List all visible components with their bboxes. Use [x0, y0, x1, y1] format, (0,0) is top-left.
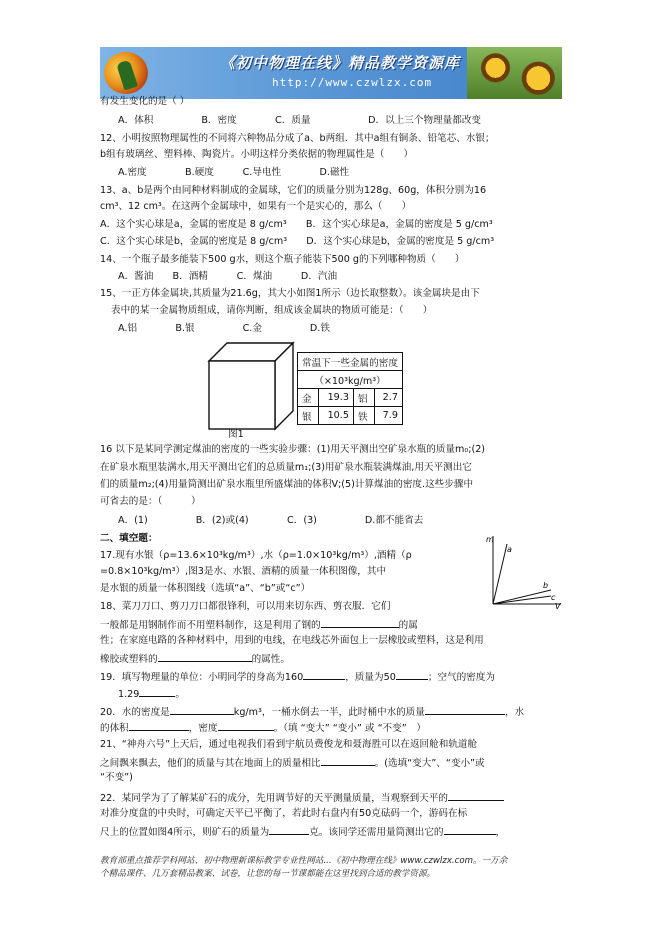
answer-blank[interactable]: [321, 755, 375, 766]
answer-blank[interactable]: [158, 651, 252, 662]
q18-text-4: 橡胶或塑料的 的属性。: [100, 651, 290, 667]
answer-blank[interactable]: [321, 617, 399, 628]
q21-text: 21、“神舟六号”上天后，通过电视我们看到宇航员费俊龙和聂海胜可以在返回舱和轨道舱: [100, 739, 478, 750]
q15-options: A.铝 B.银 C.金 D.铁: [118, 323, 330, 334]
q18-text-2: 一般都是用钢制作而不用塑料制作，这是利用了钢的 的属: [100, 617, 418, 633]
metal-density: 19.3: [319, 389, 354, 407]
answer-blank[interactable]: [139, 686, 175, 697]
answer-blank[interactable]: [218, 720, 274, 731]
metal-name: 铝: [353, 389, 374, 407]
q13-text: 13、a、b是两个由同种材料制成的金属球，它们的质量分别为128g、60g，体积分别为16: [100, 185, 487, 196]
metal-name: 铁: [353, 407, 374, 425]
q14-text: 14、一个瓶子最多能装下500 g水，则这个瓶子能装下500 g的下列哪种物质（ ）: [100, 254, 465, 265]
line-c-label: c: [551, 593, 556, 602]
footer-line: 教育部重点推荐学科网站、初中物理新课标教学专业性网站...《初中物理在线》www.czwlzx.com。一万余: [100, 856, 508, 866]
q16-text-2: 在矿泉水瓶里装满水,用天平测出它们的总质量m₁;(3)用矿泉水瓶装满煤油,用天平测出它: [100, 462, 472, 473]
answer-blank[interactable]: [129, 720, 189, 731]
q15-text: 15、一正方体金属块,其质量为21.6g，其大小如图1所示（边长取整数）。该金属块是由下: [100, 288, 480, 299]
header-banner: [100, 47, 562, 99]
cube-figure: [207, 341, 295, 433]
q17-text-2: =0.8×10³kg/m³）,图3是水、水银、酒精的质量一体积图像，其中: [100, 566, 387, 577]
q22-text-2: 对准分度盘的中央时，可确定天平已平衡了，若此时右盘内有50克砝码一个，游码在标: [100, 808, 468, 819]
q12-text-2: b组有玻璃丝、塑料棒、陶瓷片。小明这样分类依据的物理属性是（ ）: [100, 149, 414, 160]
q21-text-3: “不变”): [100, 772, 133, 783]
q16-options: A．(1) B．(2)或(4) C．(3) D.都不能省去: [118, 515, 424, 526]
answer-blank[interactable]: [396, 669, 428, 680]
q22-text: 22．某同学为了了解某矿石的成分，先用调节好的天平测量质量，当观察到天平的: [100, 790, 504, 806]
mass-volume-graph: [483, 530, 563, 610]
q13-text-2: cm³、12 cm³。在这两个金属球中，如果有一个是实心的，那么（ ）: [100, 201, 412, 212]
footer-line: 个精品课件、几万套精品教案、试卷，让您的每一节课都能在这里找到合适的教学资源。: [100, 869, 436, 879]
q13-options-ab: A．这个实心球是a，金属的密度是 8 g/cm³ B．这个实心球是a，金属的密度是 5 g/cm³: [100, 219, 493, 230]
q16-text-4: 可省去的是：（ ）: [100, 496, 201, 507]
q12-options: A.密度 B.硬度 C.导电性 D.磁性: [118, 167, 350, 178]
q19-text: 19．填写物理量的单位：小明同学的身高为160 ，质量为50 ；空气的密度为: [100, 669, 495, 685]
table-unit: （×10³kg/m³）: [298, 371, 403, 389]
table-row: [298, 389, 403, 407]
section-heading: 二、填空题：: [100, 533, 158, 544]
q20-text-2: 的体积 ，密度 。（填 “变大” “变小” 或 “不变” ）: [100, 720, 426, 736]
answer-blank[interactable]: [425, 704, 505, 715]
q16-text: 16 以下是某同学测定煤油的密度的一些实验步骤：(1)用天平测出空矿泉水瓶的质量m₀;(2): [100, 444, 486, 455]
q14-options: A．酱油 B．酒精 C．煤油 D．汽油: [118, 271, 338, 282]
metal-density-table: [297, 352, 403, 425]
metal-density: 10.5: [319, 407, 354, 425]
q17-text: 17.现有水银（ρ=13.6×10³kg/m³）,水（ρ=1.0×10³kg/m³）,酒精（ρ: [100, 550, 412, 561]
q13-options-cd: C．这个实心球是b，金属的密度是 8 g/cm³ D．这个实心球是b，金属的密度是 5 g/cm³: [100, 236, 495, 247]
page-footer: [100, 855, 562, 881]
figure1-caption: 图1: [228, 429, 244, 440]
q18-text: 18、菜刀刀口、剪刀刀口都很锋利，可以用来切东西、剪衣服．它们: [100, 601, 391, 612]
metal-name: 银: [298, 407, 319, 425]
q18-text-3: 性；在家庭电路的各种材料中，用到的电线，在电线芯外面包上一层橡胶或塑料，这是利用: [100, 635, 484, 646]
answer-blank[interactable]: [170, 704, 234, 715]
answer-blank[interactable]: [269, 824, 309, 835]
answer-blank[interactable]: [303, 669, 345, 680]
q11-tail: 有发生变化的是（ ）: [100, 96, 190, 107]
table-row: [298, 407, 403, 425]
q16-text-3: 们的质量m₂;(4)用量筒测出矿泉水瓶里所盛煤油的体积V;(5)计算煤油的密度.这些步骤中: [100, 479, 474, 490]
q22-text-3: 尺上的位置如图4所示，则矿石的质量为 克。该同学还需用量筒测出它的 ，: [100, 824, 505, 840]
q21-text-2: 之间飘来飘去，他们的质量与其在地面上的质量相比 。(选填“变大”、“变小”或: [100, 755, 485, 771]
site-url[interactable]: http://www.czwlzx.com: [272, 76, 433, 89]
q11-options: A．体积 B．密度 C．质量 D．以上三个物理量都改变: [118, 115, 482, 126]
line-b-label: b: [543, 581, 549, 590]
metal-name: 金: [298, 389, 319, 407]
metal-density: 7.9: [375, 407, 403, 425]
axis-x-label: V: [555, 602, 561, 610]
site-title: 《初中物理在线》精品教学资源库: [220, 54, 461, 72]
answer-blank[interactable]: [444, 824, 496, 835]
q17-text-3: 是水银的质量一体积图线（选填“a”、“b”或“c”）: [100, 583, 311, 594]
answer-blank[interactable]: [448, 790, 504, 801]
metal-density: 2.7: [375, 389, 403, 407]
sunflower-decoration: [467, 47, 562, 99]
q12-text: 12、小明按照物理属性的不同将六种物品分成了a、b两组．其中a组有铜条、铅笔芯、水银；: [100, 133, 495, 144]
q19-text-2: 1.29 。: [118, 686, 185, 702]
table-title: 常温下一些金属的密度: [298, 353, 403, 371]
q20-text: 20．水的密度是 kg/m³，一桶水倒去一半，此时桶中水的质量 ，水: [100, 704, 524, 720]
q15-text-2: 表中的某一金属物质组成，请你判断，组成该金属块的物质可能是：（ ）: [111, 305, 433, 316]
axis-y-label: m: [486, 535, 494, 544]
line-a-label: a: [507, 545, 512, 554]
